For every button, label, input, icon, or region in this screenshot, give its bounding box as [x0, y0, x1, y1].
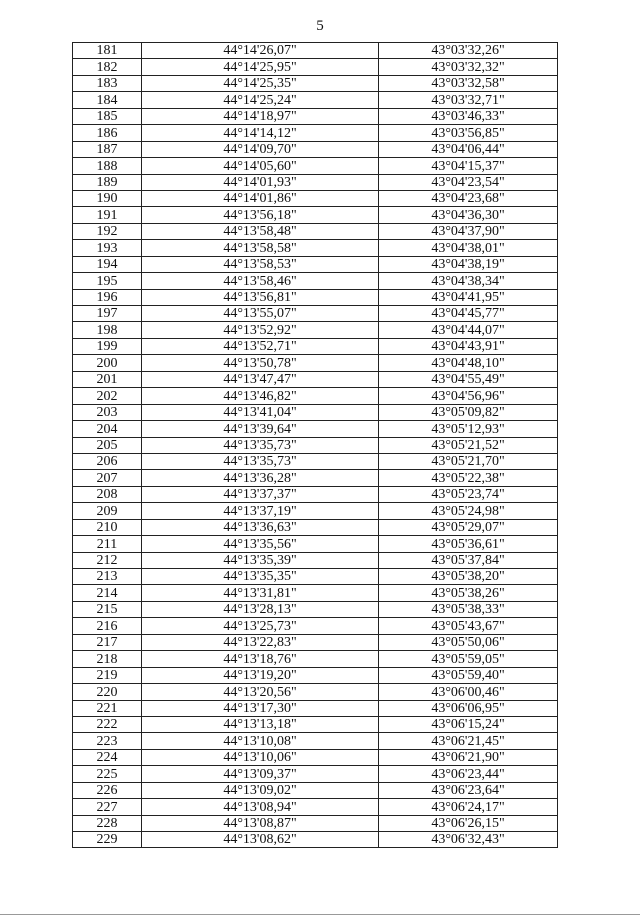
latitude-cell: 44°13'56,18": [142, 207, 379, 223]
longitude-cell: 43°06'15,24": [379, 716, 558, 732]
table-row: [73, 141, 558, 157]
latitude-cell: 44°13'13,18": [142, 716, 379, 732]
point-number-cell: 196: [73, 289, 142, 305]
table-row: [73, 601, 558, 617]
table-row: [73, 125, 558, 141]
longitude-cell: 43°05'37,84": [379, 552, 558, 568]
table-row: [73, 322, 558, 338]
latitude-cell: 44°13'22,83": [142, 634, 379, 650]
longitude-cell: 43°05'09,82": [379, 404, 558, 420]
table-row: [73, 618, 558, 634]
latitude-cell: 44°13'46,82": [142, 388, 379, 404]
latitude-cell: 44°13'10,06": [142, 749, 379, 765]
longitude-cell: 43°04'06,44": [379, 141, 558, 157]
latitude-cell: 44°13'58,53": [142, 256, 379, 272]
latitude-cell: 44°13'36,63": [142, 519, 379, 535]
latitude-cell: 44°14'09,70": [142, 141, 379, 157]
table-row: [73, 59, 558, 75]
longitude-cell: 43°04'23,54": [379, 174, 558, 190]
longitude-cell: 43°04'38,19": [379, 256, 558, 272]
longitude-cell: 43°05'12,93": [379, 421, 558, 437]
point-number-cell: 228: [73, 815, 142, 831]
longitude-cell: 43°06'24,17": [379, 799, 558, 815]
point-number-cell: 207: [73, 470, 142, 486]
latitude-cell: 44°14'18,97": [142, 108, 379, 124]
table-row: [73, 684, 558, 700]
table-row: [73, 519, 558, 535]
point-number-cell: 190: [73, 190, 142, 206]
point-number-cell: 181: [73, 43, 142, 59]
longitude-cell: 43°06'21,90": [379, 749, 558, 765]
point-number-cell: 199: [73, 338, 142, 354]
latitude-cell: 44°13'20,56": [142, 684, 379, 700]
latitude-cell: 44°13'18,76": [142, 651, 379, 667]
latitude-cell: 44°13'25,73": [142, 618, 379, 634]
latitude-cell: 44°13'52,71": [142, 338, 379, 354]
longitude-cell: 43°04'55,49": [379, 371, 558, 387]
latitude-cell: 44°14'25,95": [142, 59, 379, 75]
point-number-cell: 185: [73, 108, 142, 124]
point-number-cell: 216: [73, 618, 142, 634]
longitude-cell: 43°05'38,26": [379, 585, 558, 601]
point-number-cell: 203: [73, 404, 142, 420]
table-row: [73, 766, 558, 782]
longitude-cell: 43°06'00,46": [379, 684, 558, 700]
longitude-cell: 43°05'23,74": [379, 486, 558, 502]
longitude-cell: 43°03'56,85": [379, 125, 558, 141]
longitude-cell: 43°06'21,45": [379, 733, 558, 749]
table-row: [73, 421, 558, 437]
longitude-cell: 43°05'38,33": [379, 601, 558, 617]
latitude-cell: 44°14'26,07": [142, 43, 379, 59]
table-row: [73, 536, 558, 552]
latitude-cell: 44°13'58,58": [142, 240, 379, 256]
longitude-cell: 43°04'48,10": [379, 355, 558, 371]
table-row: [73, 338, 558, 354]
point-number-cell: 183: [73, 75, 142, 91]
table-row: [73, 371, 558, 387]
table-row: [73, 799, 558, 815]
table-row: [73, 207, 558, 223]
longitude-cell: 43°05'59,05": [379, 651, 558, 667]
latitude-cell: 44°13'50,78": [142, 355, 379, 371]
table-row: [73, 700, 558, 716]
table-row: [73, 388, 558, 404]
longitude-cell: 43°04'56,96": [379, 388, 558, 404]
table-row: [73, 223, 558, 239]
latitude-cell: 44°13'35,35": [142, 569, 379, 585]
point-number-cell: 211: [73, 536, 142, 552]
table-row: [73, 486, 558, 502]
latitude-cell: 44°14'14,12": [142, 125, 379, 141]
point-number-cell: 208: [73, 486, 142, 502]
longitude-cell: 43°05'50,06": [379, 634, 558, 650]
longitude-cell: 43°04'23,68": [379, 190, 558, 206]
latitude-cell: 44°13'35,39": [142, 552, 379, 568]
longitude-cell: 43°04'43,91": [379, 338, 558, 354]
point-number-cell: 229: [73, 832, 142, 848]
longitude-cell: 43°06'06,95": [379, 700, 558, 716]
point-number-cell: 202: [73, 388, 142, 404]
latitude-cell: 44°13'37,37": [142, 486, 379, 502]
latitude-cell: 44°14'25,35": [142, 75, 379, 91]
latitude-cell: 44°13'35,56": [142, 536, 379, 552]
latitude-cell: 44°13'19,20": [142, 667, 379, 683]
table-row: [73, 256, 558, 272]
longitude-cell: 43°03'32,71": [379, 92, 558, 108]
longitude-cell: 43°05'29,07": [379, 519, 558, 535]
point-number-cell: 218: [73, 651, 142, 667]
latitude-cell: 44°13'08,87": [142, 815, 379, 831]
latitude-cell: 44°13'08,62": [142, 832, 379, 848]
latitude-cell: 44°14'05,60": [142, 158, 379, 174]
point-number-cell: 222: [73, 716, 142, 732]
table-row: [73, 651, 558, 667]
point-number-cell: 194: [73, 256, 142, 272]
longitude-cell: 43°05'21,70": [379, 453, 558, 469]
table-row: [73, 43, 558, 59]
latitude-cell: 44°14'01,93": [142, 174, 379, 190]
table-row: [73, 552, 558, 568]
latitude-cell: 44°13'39,64": [142, 421, 379, 437]
point-number-cell: 226: [73, 782, 142, 798]
table-row: [73, 585, 558, 601]
latitude-cell: 44°13'37,19": [142, 503, 379, 519]
longitude-cell: 43°03'46,33": [379, 108, 558, 124]
table-row: [73, 716, 558, 732]
longitude-cell: 43°04'38,34": [379, 273, 558, 289]
table-row: [73, 240, 558, 256]
point-number-cell: 187: [73, 141, 142, 157]
table-row: [73, 158, 558, 174]
point-number-cell: 204: [73, 421, 142, 437]
latitude-cell: 44°13'47,47": [142, 371, 379, 387]
point-number-cell: 212: [73, 552, 142, 568]
point-number-cell: 188: [73, 158, 142, 174]
point-number-cell: 198: [73, 322, 142, 338]
coordinates-table: [72, 42, 558, 848]
latitude-cell: 44°13'10,08": [142, 733, 379, 749]
longitude-cell: 43°03'32,26": [379, 43, 558, 59]
point-number-cell: 192: [73, 223, 142, 239]
latitude-cell: 44°13'52,92": [142, 322, 379, 338]
table-row: [73, 832, 558, 848]
point-number-cell: 182: [73, 59, 142, 75]
point-number-cell: 200: [73, 355, 142, 371]
latitude-cell: 44°14'25,24": [142, 92, 379, 108]
longitude-cell: 43°05'43,67": [379, 618, 558, 634]
page-number: 5: [316, 18, 324, 34]
point-number-cell: 205: [73, 437, 142, 453]
longitude-cell: 43°04'38,01": [379, 240, 558, 256]
longitude-cell: 43°04'41,95": [379, 289, 558, 305]
latitude-cell: 44°13'36,28": [142, 470, 379, 486]
longitude-cell: 43°04'37,90": [379, 223, 558, 239]
longitude-cell: 43°04'36,30": [379, 207, 558, 223]
point-number-cell: 217: [73, 634, 142, 650]
table-row: [73, 108, 558, 124]
point-number-cell: 189: [73, 174, 142, 190]
table-row: [73, 569, 558, 585]
longitude-cell: 43°05'21,52": [379, 437, 558, 453]
table-row: [73, 470, 558, 486]
point-number-cell: 225: [73, 766, 142, 782]
point-number-cell: 197: [73, 306, 142, 322]
table-row: [73, 404, 558, 420]
latitude-cell: 44°13'09,37": [142, 766, 379, 782]
latitude-cell: 44°13'35,73": [142, 437, 379, 453]
table-row: [73, 92, 558, 108]
longitude-cell: 43°03'32,32": [379, 59, 558, 75]
longitude-cell: 43°04'44,07": [379, 322, 558, 338]
latitude-cell: 44°13'17,30": [142, 700, 379, 716]
point-number-cell: 210: [73, 519, 142, 535]
latitude-cell: 44°13'31,81": [142, 585, 379, 601]
point-number-cell: 206: [73, 453, 142, 469]
point-number-cell: 220: [73, 684, 142, 700]
longitude-cell: 43°06'23,64": [379, 782, 558, 798]
table-row: [73, 503, 558, 519]
point-number-cell: 201: [73, 371, 142, 387]
table-row: [73, 355, 558, 371]
table-row: [73, 815, 558, 831]
latitude-cell: 44°13'08,94": [142, 799, 379, 815]
latitude-cell: 44°13'56,81": [142, 289, 379, 305]
table-row: [73, 75, 558, 91]
longitude-cell: 43°03'32,58": [379, 75, 558, 91]
table-row: [73, 174, 558, 190]
point-number-cell: 184: [73, 92, 142, 108]
point-number-cell: 214: [73, 585, 142, 601]
point-number-cell: 227: [73, 799, 142, 815]
latitude-cell: 44°13'35,73": [142, 453, 379, 469]
point-number-cell: 223: [73, 733, 142, 749]
latitude-cell: 44°13'09,02": [142, 782, 379, 798]
table-row: [73, 273, 558, 289]
point-number-cell: 209: [73, 503, 142, 519]
point-number-cell: 215: [73, 601, 142, 617]
point-number-cell: 213: [73, 569, 142, 585]
point-number-cell: 221: [73, 700, 142, 716]
point-number-cell: 219: [73, 667, 142, 683]
table-row: [73, 453, 558, 469]
longitude-cell: 43°05'24,98": [379, 503, 558, 519]
table-row: [73, 190, 558, 206]
page-edge-line: [0, 914, 640, 915]
point-number-cell: 195: [73, 273, 142, 289]
table-row: [73, 306, 558, 322]
longitude-cell: 43°04'45,77": [379, 306, 558, 322]
table-row: [73, 634, 558, 650]
longitude-cell: 43°05'36,61": [379, 536, 558, 552]
table-row: [73, 667, 558, 683]
latitude-cell: 44°13'28,13": [142, 601, 379, 617]
latitude-cell: 44°13'58,48": [142, 223, 379, 239]
table-row: [73, 782, 558, 798]
point-number-cell: 224: [73, 749, 142, 765]
longitude-cell: 43°05'22,38": [379, 470, 558, 486]
longitude-cell: 43°06'26,15": [379, 815, 558, 831]
table-row: [73, 749, 558, 765]
point-number-cell: 191: [73, 207, 142, 223]
table-row: [73, 437, 558, 453]
longitude-cell: 43°05'38,20": [379, 569, 558, 585]
latitude-cell: 44°13'58,46": [142, 273, 379, 289]
longitude-cell: 43°06'23,44": [379, 766, 558, 782]
longitude-cell: 43°05'59,40": [379, 667, 558, 683]
longitude-cell: 43°06'32,43": [379, 832, 558, 848]
coordinates-table-body: [73, 43, 558, 848]
table-row: [73, 733, 558, 749]
latitude-cell: 44°13'41,04": [142, 404, 379, 420]
point-number-cell: 186: [73, 125, 142, 141]
table-row: [73, 289, 558, 305]
latitude-cell: 44°14'01,86": [142, 190, 379, 206]
point-number-cell: 193: [73, 240, 142, 256]
longitude-cell: 43°04'15,37": [379, 158, 558, 174]
latitude-cell: 44°13'55,07": [142, 306, 379, 322]
